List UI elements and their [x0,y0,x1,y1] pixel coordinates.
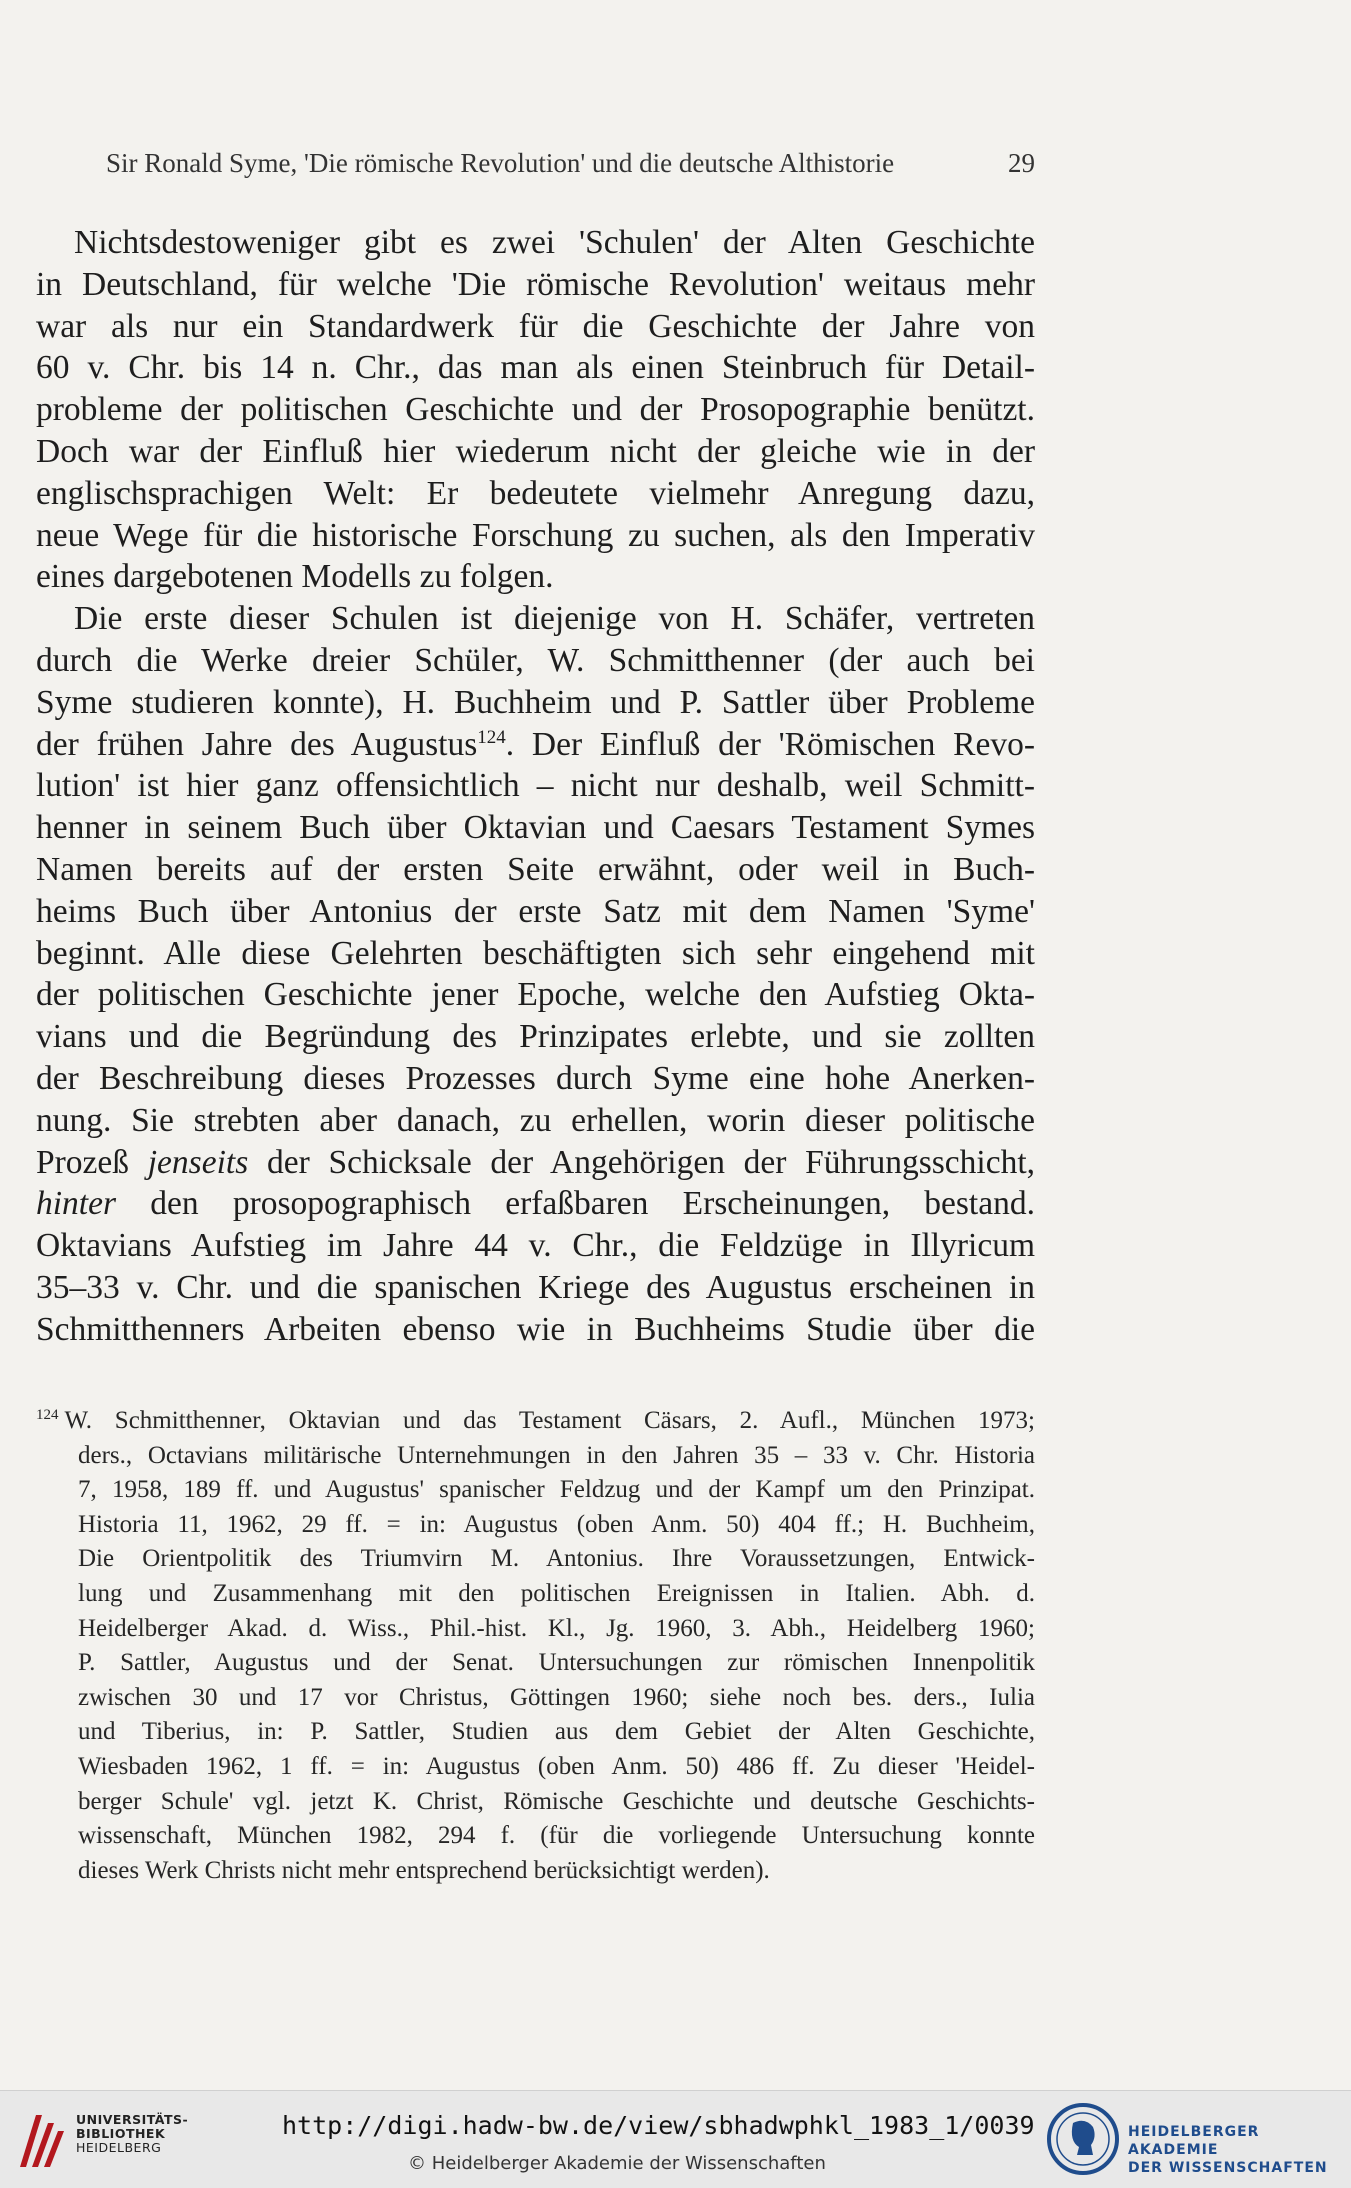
italic-word: hinter [36,1185,117,1223]
university-library-name [76,2113,188,2155]
text-line: der politischen Geschichte jener Epoche, welche den Aufstieg Okta- [36,976,1035,1014]
text-line: Doch war der Einfluß hier wiederum nicht der gleiche wie in der [36,432,1035,470]
academy-name-line: DER WISSENSCHAFTEN [1128,2160,1328,2176]
text-line: probleme der politischen Geschichte und der Prosopographie benützt. [36,391,1035,429]
text-line: lution' ist hier ganz offensichtlich – nicht nur deshalb, weil Schmitt- [36,767,1035,805]
footnote-line: zwischen 30 und 17 vor Christus, Göttingen 1960; siehe noch bes. ders., Iulia [78,1683,1035,1711]
academy-name-line: HEIDELBERGER AKADEMIE [1128,2124,1260,2158]
page-number: 29 [1008,148,1035,178]
text-line: durch die Werke dreier Schüler, W. Schmitthenner (der auch bei [36,641,1035,679]
text-line: 35–33 v. Chr. und die spanischen Kriege des Augustus erscheinen in [36,1268,1035,1306]
footnote-line: und Tiberius, in: P. Sattler, Studien aus dem Gebiet der Alten Geschichte, [78,1718,1035,1746]
text-segment: W. Schmitthenner, Oktavian und das Testament Cäsars, 2. Aufl., München 1973; [64,1407,1035,1434]
footnote-line: lung und Zusammenhang mit den politischen Ereignissen in Italien. Abh. d. [78,1579,1035,1607]
footnote-number: 124 [36,1406,59,1423]
text-segment: Prozeß [36,1143,148,1181]
text-line: war als nur ein Standardwerk für die Geschichte der Jahre von [36,307,1035,345]
text-line: neue Wege für die historische Forschung zu suchen, als den Imperativ [36,516,1035,554]
text-segment: der Schicksale der Angehörigen der Führungsschicht, [248,1143,1035,1181]
library-name-line: UNIVERSITÄTS- [76,2112,189,2127]
footnote-line: ders., Octavians militärische Unternehmungen in den Jahren 35 – 33 v. Chr. Historia [78,1441,1035,1469]
text-line: 60 v. Chr. bis 14 n. Chr., das man als einen Steinbruch für Detail- [36,349,1035,387]
text-line: eines dargebotenen Modells zu folgen. [36,558,554,596]
text-line: englischsprachigen Welt: Er bedeutete vielmehr Anregung dazu, [36,474,1035,512]
footnote-line: berger Schule' vgl. jetzt K. Christ, Römische Geschichte und deutsche Geschichts- [78,1787,1035,1815]
library-name-line: BIBLIOTHEK [76,2126,166,2141]
footnote-line: dieses Werk Christs nicht mehr entsprechend berücksichtigt werden). [78,1856,770,1884]
running-title: Sir Ronald Syme, 'Die römische Revolution' und die deutsche Althistorie [106,148,895,178]
italic-word: jenseits [147,1143,249,1181]
footnote-line: wissenschaft, München 1982, 294 f. (für die vorliegende Untersuchung konnte [78,1822,1035,1850]
footnote-ref[interactable]: 124 [477,726,506,748]
copyright-notice: © Heidelberger Akademie der Wissenschaften [408,2153,826,2174]
text-line: Oktavians Aufstieg im Jahre 44 v. Chr., die Feldzüge in Illyricum [36,1227,1035,1265]
academy-name [1128,2123,1351,2177]
footnote-line [36,1404,1035,1439]
footnote-line: 7, 1958, 189 ff. und Augustus' spanischer Feldzug und der Kampf um den Prinzipat. [78,1476,1035,1504]
footnote-line: P. Sattler, Augustus und der Senat. Untersuchungen zur römischen Innenpolitik [78,1649,1035,1677]
permalink-url[interactable]: http://digi.hadw-bw.de/view/sbhadwphkl_1983_1/0039 [282,2111,1035,2140]
text-line: heims Buch über Antonius der erste Satz mit dem Namen 'Syme' [36,892,1035,930]
text-line: henner in seinem Buch über Oktavian und Caesars Testament Symes [36,809,1035,847]
main-text [36,222,1035,1351]
viewer-footer [0,2090,1351,2188]
text-line: der Beschreibung dieses Prozesses durch Syme eine hohe Anerken- [36,1059,1035,1097]
footnote-line: Heidelberger Akad. d. Wiss., Phil.-hist. Kl., Jg. 1960, 3. Abh., Heidelberg 1960; [78,1614,1035,1642]
text-line: beginnt. Alle diese Gelehrten beschäftigten sich sehr eingehend mit [36,934,1035,972]
text-line: Syme studieren konnte), H. Buchheim und P. Sattler über Probleme [36,683,1035,721]
text-line [36,1183,1035,1225]
text-segment: den prosopographisch erfaßbaren Erscheinungen, bestand. [116,1185,1035,1223]
text-line: Schmitthenners Arbeiten ebenso wie in Buchheims Studie über die [36,1310,1035,1348]
text-line: in Deutschland, für welche 'Die römische Revolution' weitaus mehr [36,265,1035,303]
text-line: Die erste dieser Schulen ist diejenige von H. Schäfer, vertreten [74,600,1035,638]
footnote-line: Historia 11, 1962, 29 ff. = in: Augustus (oben Anm. 50) 404 ff.; H. Buchheim, [78,1510,1035,1538]
text-line: nung. Sie strebten aber danach, zu erhellen, worin dieser politische [36,1101,1035,1139]
text-segment: der frühen Jahre des Augustus [36,725,478,763]
footnote-124 [36,1404,1035,1888]
academy-seal-logo-icon[interactable] [1045,2101,1121,2177]
library-name-line: HEIDELBERG [76,2140,162,2155]
text-line [36,1142,1035,1184]
text-segment: . Der Einfluß der 'Römischen Revo- [505,725,1035,763]
text-line: Nichtsdestoweniger gibt es zwei 'Schulen' der Alten Geschichte [74,224,1035,261]
footnote-line: Die Orientpolitik des Triumvirn M. Antonius. Ihre Voraussetzungen, Entwick- [78,1545,1035,1573]
text-line: Namen bereits auf der ersten Seite erwähnt, oder weil in Buch- [36,850,1035,888]
footnote-line: Wiesbaden 1962, 1 ff. = in: Augustus (oben Anm. 50) 486 ff. Zu dieser 'Heidel- [78,1752,1035,1780]
university-library-logo-icon[interactable] [14,2105,68,2177]
text-line: vians und die Begründung des Prinzipates erlebte, und sie zollten [36,1018,1035,1056]
text-line [36,724,1035,766]
